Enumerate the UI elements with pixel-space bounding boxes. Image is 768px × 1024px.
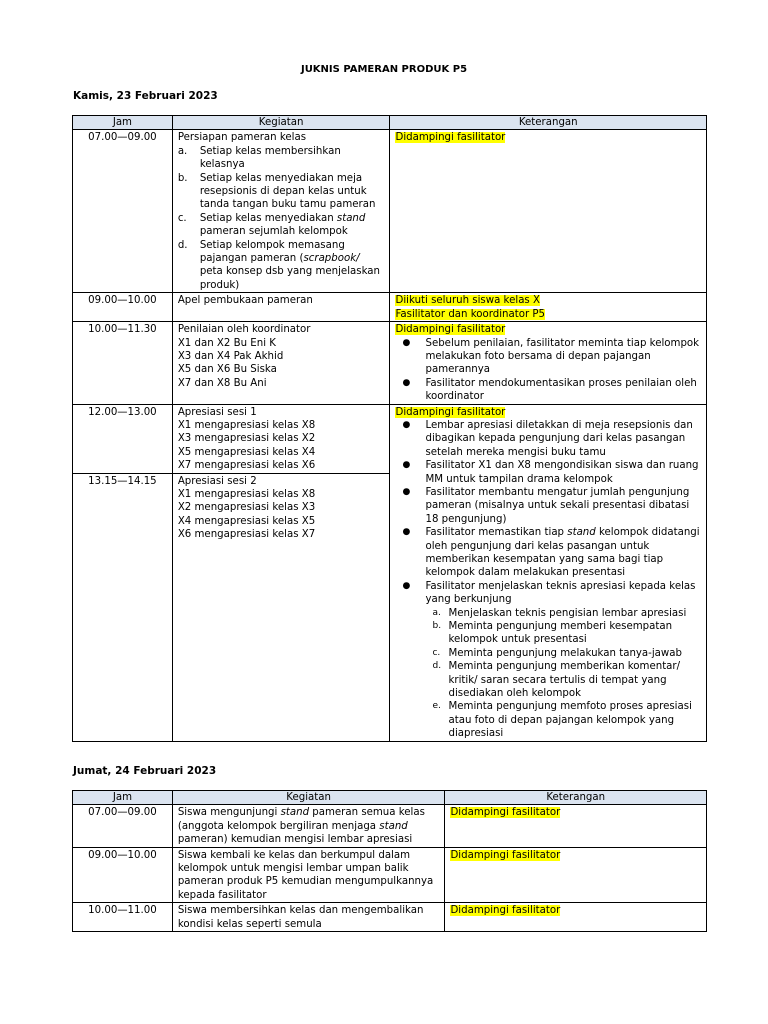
time-cell: 09.00—10.00 bbox=[73, 293, 173, 322]
highlighted-note: Didampingi fasilitator bbox=[450, 905, 561, 917]
highlighted-note: Didampingi fasilitator bbox=[395, 406, 506, 418]
table-row bbox=[73, 293, 707, 322]
time-cell: 07.00—09.00 bbox=[73, 130, 173, 293]
table-row bbox=[73, 404, 707, 473]
highlighted-note: Fasilitator dan koordinator P5 bbox=[395, 308, 546, 320]
activity-cell: Siswa membersihkan kelas dan mengembalikan kondisi kelas seperti semula bbox=[172, 903, 445, 932]
list-item: d. Setiap kelompok memasang pajangan pameran (scrapbook/ peta konsep dsb yang menjelaskan produk) bbox=[177, 239, 380, 291]
list-item: ● Sebelum penilaian, fasilitator meminta tiap kelompok melakukan foto bersama di depan pajangan pamerannya bbox=[402, 337, 700, 376]
highlighted-note: Didampingi fasilitator bbox=[395, 324, 506, 336]
list-item: ● Fasilitator memastikan tiap stand kelompok didatangi oleh pengunjung dari kelas pasangan untuk memberikan kesempatan yang sama bagi tiap kelompok dalam melakukan presentasi bbox=[402, 527, 700, 579]
activity-list bbox=[178, 145, 385, 292]
day1-date: Kamis, 23 Februari 2023 bbox=[73, 90, 218, 102]
bullet-icon: ● bbox=[402, 419, 411, 430]
note-cell bbox=[445, 847, 707, 903]
activity-cell bbox=[172, 130, 390, 293]
time-cell: 12.00—13.00 bbox=[73, 404, 173, 473]
list-item: ● Fasilitator menjelaskan teknis apresiasi kepada kelas yang berkunjung a. Menjelaskan teknis pengisian lembar apresiasi b. Meminta pengunjung memberi kesempatan kelompok untuk presentasi c. Meminta pengunjung melakukan tanya-jawab d. Meminta pengunjung memberikan komentar/ kritik/ saran secara tertulis di tempat yang disediakan oleh kelompok e. Meminta pengunjung memfoto proses apresiasi atau foto di depan pajangan kelompok yang diapresiasi bbox=[395, 580, 701, 741]
table-header-row bbox=[73, 116, 707, 130]
activity-title: Persiapan pameran kelas bbox=[177, 132, 307, 144]
highlighted-note: Diikuti seluruh siswa kelas X bbox=[395, 295, 540, 307]
table-row bbox=[73, 130, 707, 293]
note-bullets bbox=[395, 337, 701, 404]
time-cell: 13.15—14.15 bbox=[73, 473, 173, 741]
note-cell bbox=[390, 404, 707, 741]
highlighted-note: Didampingi fasilitator bbox=[450, 807, 561, 819]
time-cell: 07.00—09.00 bbox=[73, 805, 173, 847]
bullet-icon: ● bbox=[402, 337, 411, 348]
activity-cell: Siswa kembali ke kelas dan berkumpul dalam kelompok untuk mengisi lembar umpan balik pameran produk P5 kemudian mengumpulkannya kepada fasilitator bbox=[172, 847, 445, 903]
day2-schedule-table bbox=[72, 790, 707, 932]
time-cell: 10.00—11.30 bbox=[73, 322, 173, 404]
note-cell bbox=[390, 293, 707, 322]
table-row bbox=[73, 805, 707, 847]
note-cell bbox=[390, 130, 707, 293]
list-item: ● Fasilitator mendokumentasikan proses penilaian oleh koordinator bbox=[402, 377, 697, 403]
header-jam: Jam bbox=[73, 791, 173, 805]
table-row bbox=[73, 847, 707, 903]
bullet-icon: ● bbox=[402, 460, 411, 471]
table-row bbox=[73, 903, 707, 932]
bullet-icon: ● bbox=[402, 377, 411, 388]
highlighted-note: Didampingi fasilitator bbox=[395, 132, 506, 144]
bullet-icon: ● bbox=[402, 580, 411, 591]
activity-cell: Penilaian oleh koordinator X1 dan X2 Bu Eni K X3 dan X4 Pak Akhid X5 dan X6 Bu Siska X7 dan X8 Bu Ani bbox=[172, 322, 390, 404]
note-cell bbox=[445, 805, 707, 847]
list-item: ● Lembar apresiasi diletakkan di meja resepsionis dan dibagikan kepada pengunjung dari kelas pasangan setelah mereka mengisi buku tamu bbox=[402, 419, 693, 458]
day1-schedule-table bbox=[72, 115, 707, 742]
note-cell bbox=[445, 903, 707, 932]
list-item: ● Fasilitator membantu mengatur jumlah pengunjung pameran (misalnya untuk sekali presentasi dibatasi 18 pengunjung) bbox=[402, 486, 690, 525]
list-item: b. Meminta pengunjung memberi kesempatan kelompok untuk presentasi bbox=[432, 621, 673, 646]
header-kegiatan: Kegiatan bbox=[172, 791, 445, 805]
header-kegiatan: Kegiatan bbox=[172, 116, 390, 130]
bullet-icon: ● bbox=[402, 527, 411, 538]
list-item: ● Fasilitator X1 dan X8 mengondisikan siswa dan ruang MM untuk tampilan drama kelompok bbox=[402, 460, 699, 485]
header-keterangan: Keterangan bbox=[390, 116, 707, 130]
table-header-row bbox=[73, 791, 707, 805]
list-item: a. Setiap kelas membersihkan kelasnya bbox=[177, 145, 341, 171]
time-cell: 10.00—11.00 bbox=[73, 903, 173, 932]
highlighted-note: Didampingi fasilitator bbox=[450, 849, 561, 861]
table-row bbox=[73, 322, 707, 404]
list-item: b. Setiap kelas menyediakan meja resepsionis di depan kelas untuk tanda tangan buku tamu pameran bbox=[177, 172, 376, 211]
note-cell bbox=[390, 322, 707, 404]
activity-cell: Apel pembukaan pameran bbox=[172, 293, 390, 322]
activity-cell: Apresiasi sesi 2 X1 mengapresiasi kelas X8 X2 mengapresiasi kelas X3 X4 mengapresiasi kelas X5 X6 mengapresiasi kelas X7 bbox=[172, 473, 390, 741]
sub-list bbox=[425, 607, 701, 741]
header-keterangan: Keterangan bbox=[445, 791, 707, 805]
list-item: d. Meminta pengunjung memberikan komentar/ kritik/ saran secara tertulis di tempat yang disediakan oleh kelompok bbox=[432, 661, 681, 700]
list-item: c. Meminta pengunjung melakukan tanya-jawab bbox=[432, 647, 682, 659]
list-item: e. Meminta pengunjung memfoto proses apresiasi atau foto di depan pajangan kelompok yang diapresiasi bbox=[432, 701, 692, 740]
list-item: c. Setiap kelas menyediakan stand pameran sejumlah kelompok bbox=[177, 212, 366, 238]
time-cell: 09.00—10.00 bbox=[73, 847, 173, 903]
activity-cell: Siswa mengunjungi stand pameran semua kelas (anggota kelompok bergiliran menjaga stand pameran) kemudian mengisi lembar apresiasi bbox=[172, 805, 445, 847]
document-title: JUKNIS PAMERAN PRODUK P5 bbox=[300, 64, 468, 75]
day2-date: Jumat, 24 Februari 2023 bbox=[73, 765, 217, 777]
header-jam: Jam bbox=[73, 116, 173, 130]
note-bullets bbox=[395, 419, 701, 741]
list-item: a. Menjelaskan teknis pengisian lembar apresiasi bbox=[432, 607, 687, 619]
bullet-icon: ● bbox=[402, 486, 411, 497]
activity-cell: Apresiasi sesi 1 X1 mengapresiasi kelas X8 X3 mengapresiasi kelas X2 X5 mengapresiasi kelas X4 X7 mengapresiasi kelas X6 bbox=[172, 404, 390, 473]
